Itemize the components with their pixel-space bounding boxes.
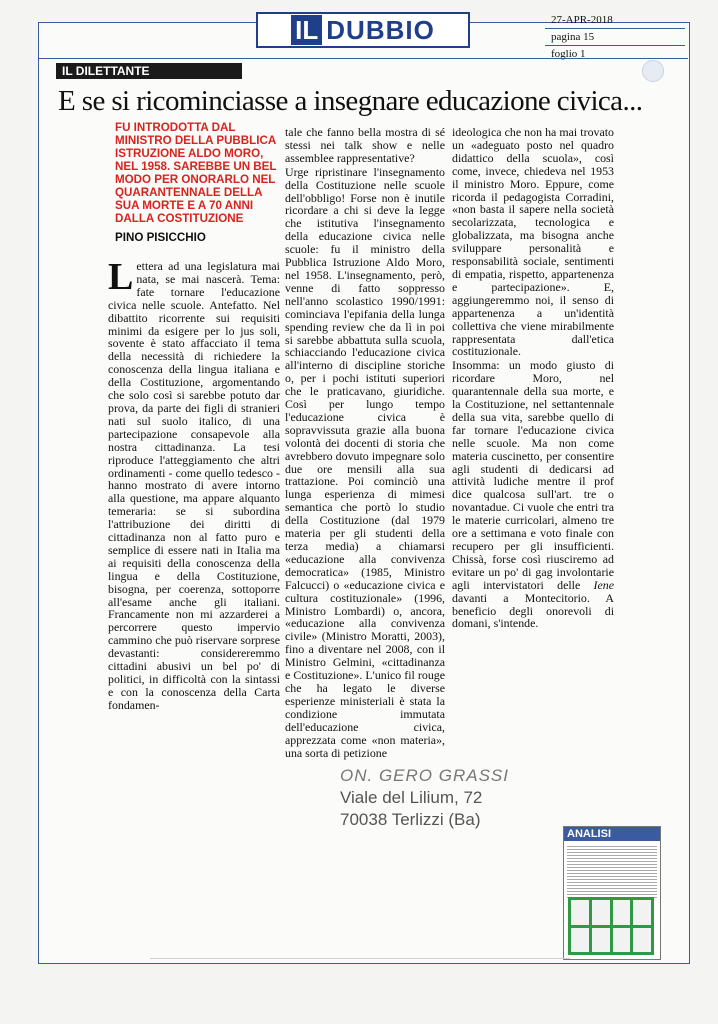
address-city: 70038 Terlizzi (Ba): [340, 810, 481, 829]
clipping-date: 27-APR-2018: [545, 12, 685, 29]
article-column-1: [108, 256, 280, 713]
column-2-paragraph-2: Urge ripristinare l'insegnamento della Costituzione nelle scuole dell'obbligo! Forse non è inutile ricordare a chi si deve la legge che istitutiva l'insegnamento della educazione civica nelle scuole: fu il ministro della Pubblica Istruzione Aldo Moro, nel 1958. L'insegnamento, però, venne di fatto soppresso nell'anno scolastico 1990/1991: cominciava l'epifania della lunga spending review che da lì in poi si sarebbe abbattuta sulla scuola, schiacciando l'educazione civica all'interno di discipline storiche o, per i pochi istituti superiori che le praticavano, giuridiche. Così per lungo tempo l'educazione civica è sopravvissuta grazie alla buona volontà dei docenti di storia che avrebbero dovuto impegnare solo due ore mensili alla sua trattazione. Poi cominciò una lunga esperienza di mimesi semantica che portò lo studio della Costituzione (dal 1979 materia per gli studenti della terza media) a chiamarsi «educazione alla convivenza democratica» (1985, Ministro Falcucci) o «educazione civica e cultura costituzionale» (1996, Ministro Lombardi) o, ancora, «educazione alla convivenza civile» (Ministro Moratti, 2003), fino a diventare nel 2008, con il Ministro Gelmini, «cittadinanza e Costituzione». L'unico fil rouge che ha legato le diverse esperienze ministeriali è stata la condizione immutata dell'educazione civica, apprezzata come «non materia», una sorta di petizione: [285, 164, 445, 760]
column-3-italic-iene: Iene: [593, 577, 614, 592]
thumbnail-graphic: [568, 897, 654, 955]
masthead-logo: [256, 12, 470, 48]
masthead-dubbio: DUBBIO: [326, 15, 435, 45]
address-name: ON. GERO GRASSI: [340, 766, 509, 785]
column-3-text-a: Insomma: un modo giusto di ricordare Moro, nel quarantennale della sua morte, e la Costituzione, nel settantennale della sua vita, sarebbe quello di far tornare l'educazione civica nelle scuole. Ma non come materia cuscinetto, per consentire agli studenti di dedicarsi ad attività ludiche mentre il prof dice qualcosa sull'art. tre o novantadue. Ci vuole che entri tra le materie curricolari, almeno tre ore a settimana e voto finale con recupero per gli insufficienti. Chissà, forse così riusciremo ad evitare un po' di gag involontarie agli intervistatori delle: [452, 358, 614, 592]
article-headline: E se si ricominciasse a insegnare educazione civica...: [58, 85, 643, 117]
clipping-metadata: [545, 12, 685, 62]
article-subtitle: FU INTRODOTTA DAL MINISTRO DELLA PUBBLICA ISTRUZIONE ALDO MORO, NEL 1958. SAREBBE UN BEL MODO PER ONORARLO NEL QUARANTENNALE DELLA SUA MORTE E A 70 ANNI DALLA COSTITUZIONE: [115, 121, 277, 225]
column-3-paragraph-2: [452, 359, 614, 630]
article-author: PINO PISICCHIO: [115, 231, 206, 244]
clipping-page: pagina 15: [545, 29, 685, 46]
newspaper-thumbnail: [563, 826, 661, 960]
address-stamp: [340, 765, 509, 831]
bottom-divider: [150, 958, 570, 959]
column-1-text: ettera ad una legislatura mai nata, se mai nascerà. Tema: fate tornare l'educazione civica nelle scuole. Antefatto. Nel dibattito ricorrente sui requisiti minimi da esigere per lo jus soli, sovente è stato affacciato il tema della necessità di richiedere la conoscenza della lingua italiana e della Costituzione, argomentando che solo così si sarebbe potuto dar prova, da parte dei figli di stranieri nati sul suolo italico, di una partecipazione consapevole alla nostra cittadinanza. La tesi riproduce l'atteggiamento che altri ordinamenti - come quello tedesco - hanno mostrato di avere intorno alla questione, ma appare alquanto temeraria: se si subordina l'attribuzione dei diritti di cittadinanza non al fatto puro e semplice di essere nati in Italia ma ai requisiti della conoscenza della lingua e della Costituzione, bisogna, per coerenza, sottoporre all'esame anche gli italiani. Francamente non mi azzarderei a percorrere questo impervio cammino che può riservare sorprese devastanti: considereremmo cittadini abusivi un bel po' di politici, in difficoltà con la sintassi e con la conoscenza della Carta fondamen-: [108, 259, 280, 712]
article-column-2: [285, 126, 445, 760]
thumbnail-header: ANALISI: [564, 827, 660, 841]
clipping-sheet: foglio 1: [551, 48, 586, 60]
masthead-il: IL: [291, 15, 322, 45]
drop-cap: L: [108, 256, 134, 298]
article-column-3: [452, 126, 614, 631]
faded-stamp-icon: [642, 60, 664, 82]
address-street: Viale del Lilium, 72: [340, 788, 483, 807]
section-rubric: IL DILETTANTE: [56, 63, 242, 79]
column-2-paragraph-1: tale che fanno bella mostra di sé stessi nei talk show e nelle assemblee rappresentative?: [285, 125, 445, 165]
thumbnail-text-lines: [567, 844, 657, 898]
column-3-text-c: davanti a Montecitorio. A beneficio degli onorevoli di domani, s'intende.: [452, 590, 614, 631]
header-rule: [38, 58, 688, 59]
column-3-paragraph-1: ideologica che non ha mai trovato un «adeguato posto nel quadro didattico della scuola», così come, invece, chiedeva nel 1953 il ministro Moro. Eppure, come ricorda il pedagogista Corradini, «non basta il sapere nella società secolarizzata, tecnologica e globalizzata, ma bisogna anche sviluppare personalità e responsabilità sociale, sentimenti di empatia, rispetto, appartenenza e partecipazione». E, aggiungeremmo noi, il senso di appartenenza a un'identità collettiva che viene mirabilmente rappresentata dall'etica costituzionale.: [452, 125, 614, 359]
